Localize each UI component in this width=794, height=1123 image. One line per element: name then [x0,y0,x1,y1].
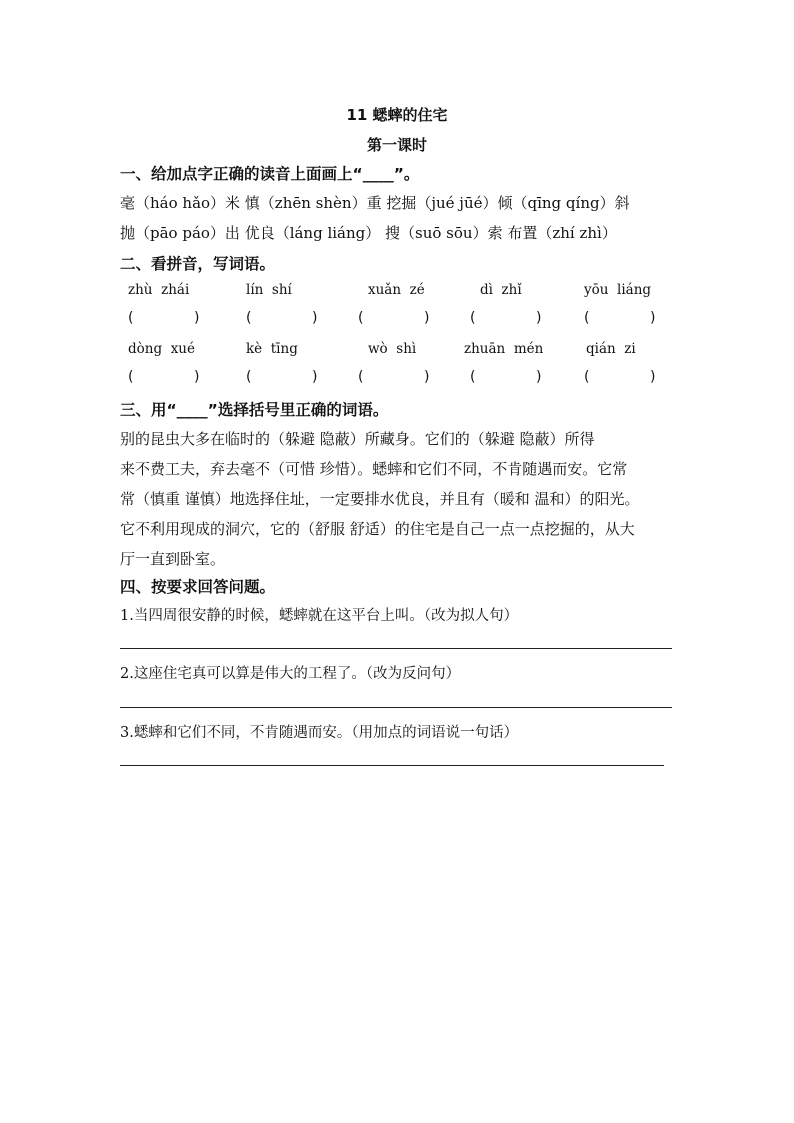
answer-blank[interactable]: ( ) [246,369,318,385]
question-1: 1.当四周很安静的时候，蟋蟀就在这平台上叫。（改为拟人句） [120,608,519,624]
answer-line-3[interactable] [120,765,664,766]
pinyin-cell: wò shì [368,341,417,357]
pinyin-cell: kè tīng [246,341,298,357]
answer-line-1[interactable] [120,648,672,649]
pinyin-cell: lín shí [246,282,292,298]
pinyin-cell: zhù zhái [128,282,190,298]
pinyin-cell: yōu liáng [584,282,652,298]
section1-heading: 一、给加点字正确的读音上面画上“____”。 [120,165,420,183]
answer-blank[interactable]: ( ) [584,369,656,385]
pinyin-cell: qián zi [586,341,636,357]
answer-blank[interactable]: ( ) [584,310,656,326]
pinyin-cell: dì zhǐ [480,282,522,298]
answer-row-2 [120,369,680,391]
pinyin-cell: xuǎn zé [368,282,425,298]
answer-blank[interactable]: ( ) [470,369,542,385]
lesson-title: 11 蟋蟀的住宅 [346,106,448,124]
pinyin-choice-line-1: 毫（háo hǎo）米 慎（zhēn shèn）重 挖掘（jué jūé）倾（qīng qíng）斜 [120,194,630,212]
section3-heading: 三、用“____”选择括号里正确的词语。 [120,401,389,419]
paragraph-line: 来不费工夫，弃去毫不（可惜 珍惜）。蟋蟀和它们不同，不肯随遇而安。它常 [120,460,628,478]
answer-line-2[interactable] [120,707,672,708]
section4-heading: 四、按要求回答问题。 [120,578,276,596]
question-2: 2.这座住宅真可以算是伟大的工程了。（改为反问句） [120,666,461,682]
question-3: 3.蟋蟀和它们不同，不肯随遇而安。（用加点的词语说一句话） [120,725,519,741]
answer-blank[interactable]: ( ) [358,310,430,326]
paragraph-line: 它不利用现成的洞穴，它的（舒服 舒适）的住宅是自己一点一点挖掘的，从大 [120,520,635,538]
paragraph-line: 别的昆虫大多在临时的（躲避 隐蔽）所藏身。它们的（躲避 隐蔽）所得 [120,430,595,448]
answer-blank[interactable]: ( ) [358,369,430,385]
pinyin-row-1 [120,282,680,304]
answer-blank[interactable]: ( ) [128,310,200,326]
choice-paragraph [120,424,676,574]
pinyin-cell: zhuān mén [464,341,544,357]
answer-blank[interactable]: ( ) [246,310,318,326]
pinyin-choice-line-2: 抛（pāo páo）出 优良（láng liáng） 搜（suō sōu）索 布置（zhí zhì） [120,224,617,242]
pinyin-cell: dòng xué [128,341,195,357]
answer-blank[interactable]: ( ) [470,310,542,326]
section2-heading: 二、看拼音，写词语。 [120,255,276,273]
answer-blank[interactable]: ( ) [128,369,200,385]
pinyin-row-2 [120,341,680,363]
lesson-subtitle: 第一课时 [366,136,427,154]
answer-row-1 [120,310,680,332]
paragraph-line: 厅一直到卧室。 [120,550,226,568]
paragraph-line: 常（慎重 谨慎）地选择住址，一定要排水优良，并且有（暖和 温和）的阳光。 [120,490,640,508]
